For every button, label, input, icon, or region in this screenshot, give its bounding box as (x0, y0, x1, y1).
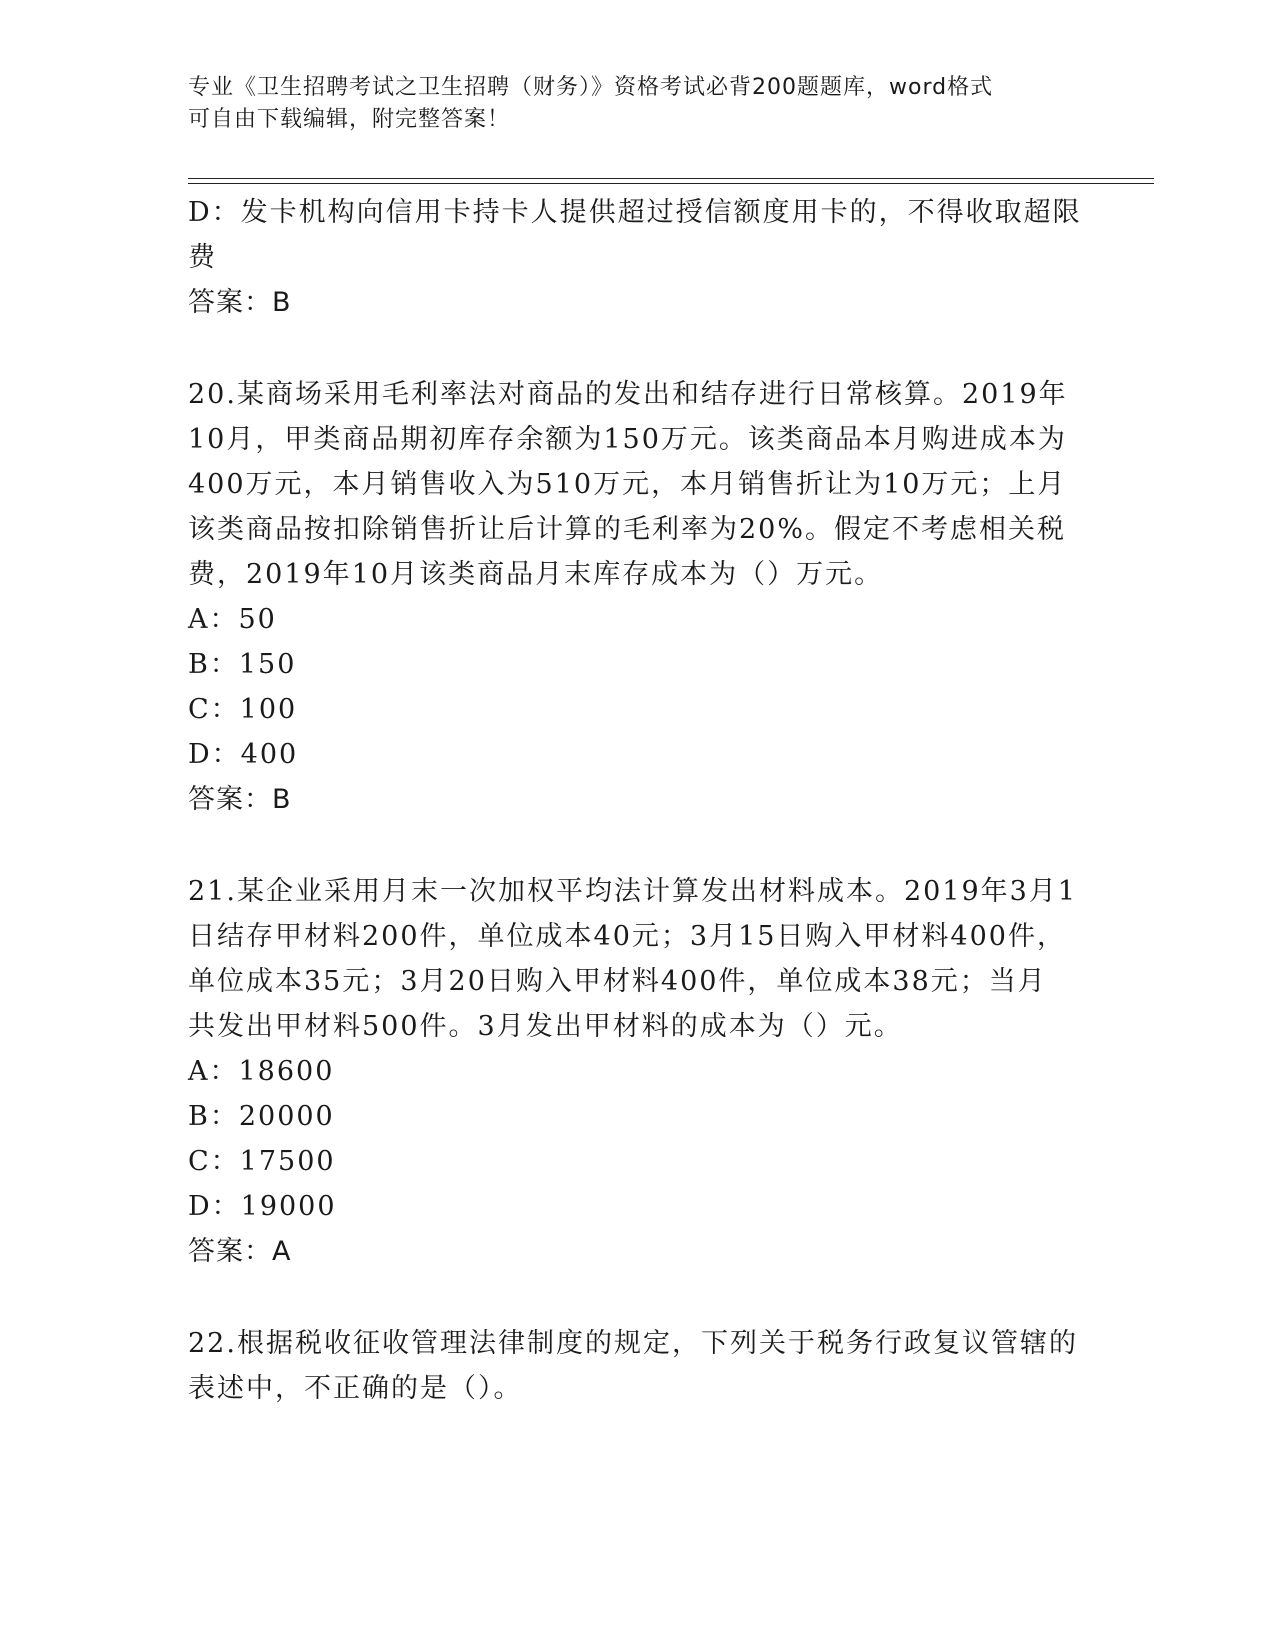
q21-option-b: B：20000 (188, 1101, 335, 1132)
document-header (188, 72, 1088, 136)
document-body (188, 190, 1088, 1411)
q22-stem-line: 表述中，不正确的是（）。 (188, 1373, 523, 1404)
q21-stem-line: 单位成本35元；3月20日购入甲材料400件，单位成本38元；当月 (188, 966, 1047, 997)
q21-stem-line: 21.某企业采用月末一次加权平均法计算发出材料成本。2019年3月1 (188, 876, 1078, 907)
q20-option-b: B：150 (188, 649, 297, 680)
header-divider-top (188, 178, 1154, 179)
q20-stem-line: 该类商品按扣除销售折让后计算的毛利率为20%。假定不考虑相关税 (188, 514, 1067, 545)
question-21 (188, 869, 1088, 1275)
spacer (188, 823, 1088, 869)
spacer (188, 1275, 1088, 1321)
q20-stem-line: 20.某商场采用毛利率法对商品的发出和结存进行日常核算。2019年 (188, 379, 1068, 410)
q21-stem-line: 日结存甲材料200件，单位成本40元；3月15日购入甲材料400件， (188, 921, 1066, 952)
q19-answer: 答案：B (188, 287, 292, 318)
q21-stem-line: 共发出甲材料500件。3月发出甲材料的成本为（）元。 (188, 1011, 903, 1042)
q21-answer: 答案：A (188, 1236, 292, 1267)
q19-option-d-line-1: D：发卡机构向信用卡持卡人提供超过授信额度用卡的，不得收取超限 (188, 197, 1082, 228)
header-divider-bottom (188, 183, 1154, 184)
q20-stem-line: 10月，甲类商品期初库存余额为150万元。该类商品本月购进成本为 (188, 424, 1067, 455)
spacer (188, 326, 1088, 372)
q20-stem-line: 400万元，本月销售收入为510万元，本月销售折让为10万元；上月 (188, 469, 1067, 500)
q20-option-d: D：400 (188, 739, 299, 770)
q21-option-d: D：19000 (188, 1191, 337, 1222)
q20-answer: 答案：B (188, 784, 292, 815)
question-20 (188, 372, 1088, 823)
q20-option-c: C：100 (188, 694, 298, 725)
header-line-2: 可自由下载编辑，附完整答案！ (188, 107, 511, 132)
question-22 (188, 1321, 1088, 1411)
q21-option-c: C：17500 (188, 1146, 336, 1177)
q19-option-d-line-2: 费 (188, 242, 217, 273)
question-19-tail (188, 190, 1088, 326)
q22-stem-line: 22.根据税收征收管理法律制度的规定，下列关于税务行政复议管辖的 (188, 1328, 1078, 1359)
q21-option-a: A：18600 (188, 1056, 335, 1087)
q20-stem-line: 费，2019年10月该类商品月末库存成本为（）万元。 (188, 559, 884, 590)
header-line-1: 专业《卫生招聘考试之卫生招聘（财务）》资格考试必背200题题库，word格式 (188, 75, 994, 100)
q20-option-a: A：50 (188, 604, 277, 635)
